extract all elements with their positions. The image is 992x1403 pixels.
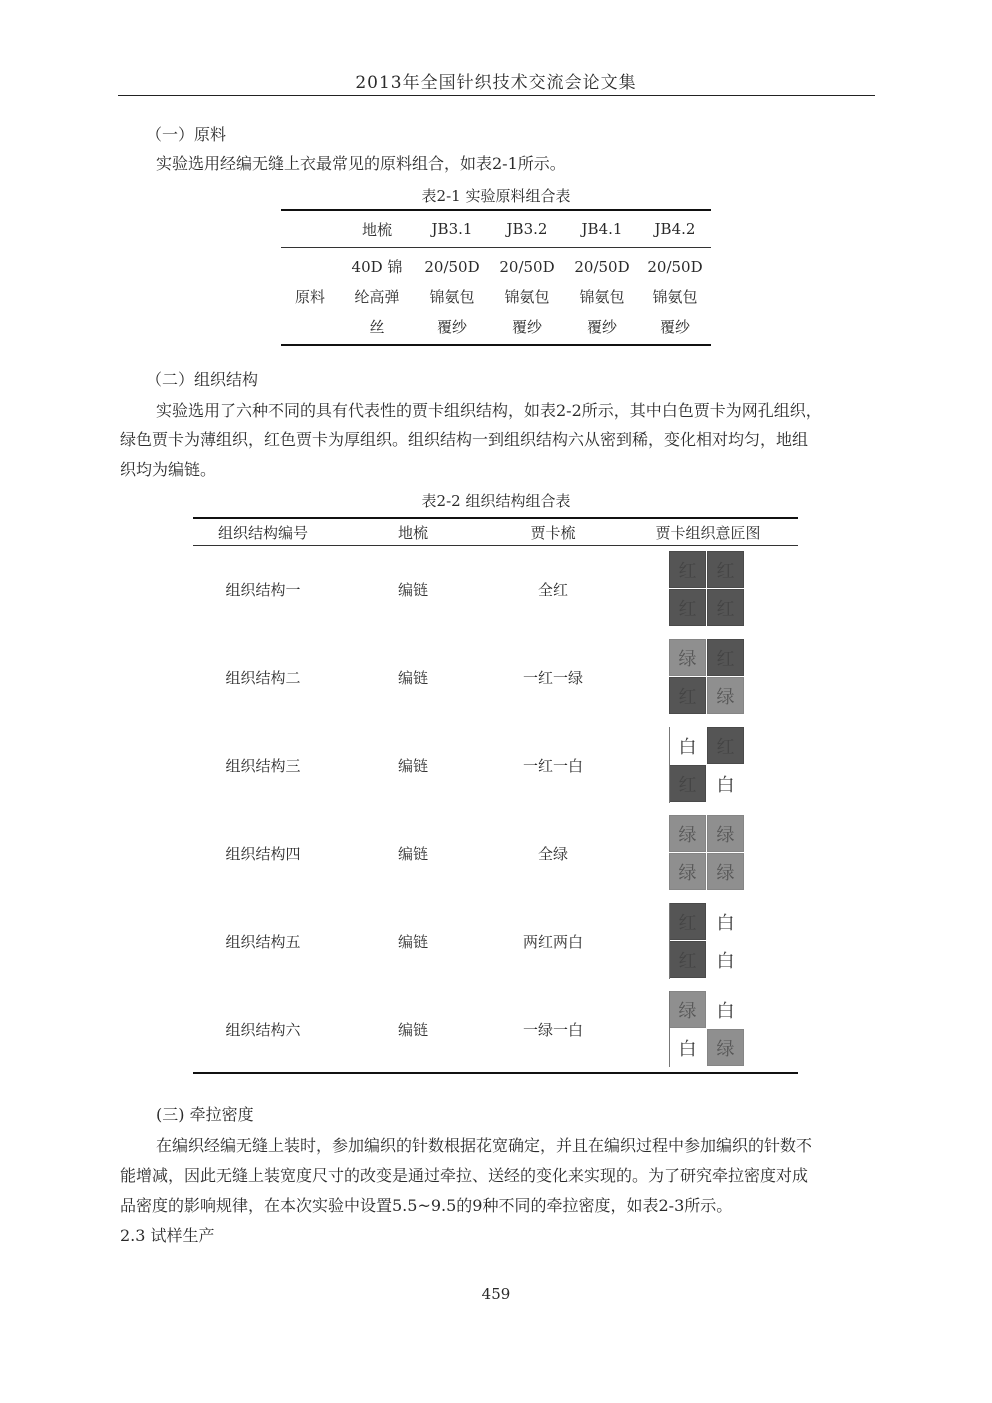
cell-line: 20/50D (424, 258, 480, 276)
structure-name: 组织结构五 (225, 933, 301, 951)
pattern-edge (669, 991, 670, 1067)
pattern-cell: 白 (669, 727, 706, 764)
structure-ground: 编链 (397, 845, 428, 863)
pattern-grid (669, 727, 745, 803)
section3-line: 能增减，因此无缝上装宽度尺寸的改变是通过牵拉、送经的变化来实现的。为了研究牵拉密度对成 (120, 1166, 809, 1185)
structure-jacquard: 全红 (537, 581, 568, 599)
cell-line: 覆纱 (511, 318, 542, 336)
structure-header-cell: 地梳 (397, 524, 428, 542)
pattern-grid (669, 551, 745, 627)
structure-jacquard: 一红一绿 (522, 669, 583, 687)
structure-name: 组织结构三 (225, 757, 301, 775)
cell-line: 锦氨包 (579, 288, 625, 306)
header-rule (118, 95, 875, 96)
pattern-cell: 红 (707, 639, 744, 676)
pattern-edge (669, 903, 670, 979)
structure-header-cell: 贾卡组织意匠图 (655, 524, 761, 542)
section4-heading: 2.3 试样生产 (120, 1226, 215, 1245)
structure-header-cell: 组织结构编号 (217, 524, 308, 542)
pattern-cell: 绿 (669, 815, 706, 852)
structure-ground: 编链 (397, 581, 428, 599)
pattern-edge (669, 727, 670, 803)
materials-header-cell: JB3.2 (489, 211, 565, 248)
structure-ground: 编链 (397, 669, 428, 687)
section2-line: 绿色贾卡为薄组织，红色贾卡为厚组织。组织结构一到组织结构六从密到稀，变化相对均匀，地组 (120, 430, 809, 449)
cell-line: 锦氨包 (652, 288, 698, 306)
section3-line: 品密度的影响规律，在本次实验中设置5.5~9.5的9种不同的牵拉密度，如表2-3所示。 (120, 1196, 733, 1215)
cell-line: 覆纱 (436, 318, 467, 336)
materials-row-label: 原料 (294, 288, 325, 306)
pattern-cell: 白 (707, 903, 744, 940)
structure-name: 组织结构一 (225, 581, 301, 599)
materials-row (281, 248, 711, 345)
structure-table (193, 517, 798, 1074)
page-number: 459 (481, 1285, 511, 1303)
materials-cell (565, 248, 639, 345)
cell-line: 锦氨包 (504, 288, 550, 306)
materials-header-cell: 地梳 (339, 211, 415, 248)
pattern-cell: 绿 (669, 853, 706, 890)
structure-header-row (193, 519, 798, 546)
cell-line: 20/50D (647, 258, 703, 276)
pattern-cell: 红 (669, 941, 706, 978)
pattern-grid (669, 639, 745, 715)
structure-jacquard: 两红两白 (522, 933, 583, 951)
materials-header-cell: JB4.2 (639, 211, 711, 248)
cell-line: 40D 锦 (351, 258, 403, 276)
pattern-grid (669, 991, 745, 1067)
pattern-cell: 绿 (707, 853, 744, 890)
structure-ground: 编链 (397, 757, 428, 775)
structure-header-cell: 贾卡梳 (530, 524, 576, 542)
pattern-grid (669, 815, 745, 891)
structure-name: 组织结构六 (225, 1021, 301, 1039)
cell-line: 丝 (369, 318, 385, 336)
pattern-cell: 绿 (707, 1029, 744, 1066)
section3-line: 在编织经编无缝上装时，参加编织的针数根据花宽确定，并且在编织过程中参加编织的针数不 (156, 1136, 813, 1155)
section1-text: 实验选用经编无缝上衣最常见的原料组合，如表2-1所示。 (156, 154, 566, 173)
pattern-cell: 白 (707, 991, 744, 1028)
pattern-cell: 红 (669, 677, 706, 714)
pattern-cell: 红 (707, 589, 744, 626)
cell-line: 纶高弹 (354, 288, 400, 306)
section1-heading: （一）原料 (146, 125, 227, 144)
structure-ground: 编链 (397, 1021, 428, 1039)
materials-cell (639, 248, 711, 345)
pattern-cell: 绿 (707, 815, 744, 852)
structure-name: 组织结构二 (225, 669, 301, 687)
materials-header-row (281, 211, 711, 248)
structure-name: 组织结构四 (225, 845, 301, 863)
pattern-cell: 绿 (707, 677, 744, 714)
materials-header-cell: JB4.1 (565, 211, 639, 248)
pattern-cell: 绿 (669, 639, 706, 676)
table2-caption: 表2-2 组织结构组合表 (421, 492, 571, 510)
cell-line: 锦氨包 (429, 288, 475, 306)
cell-line: 20/50D (574, 258, 630, 276)
pattern-cell: 红 (669, 765, 706, 802)
materials-cell (415, 248, 489, 345)
structure-jacquard: 一红一白 (522, 757, 583, 775)
section2-line: 织均为编链。 (120, 460, 217, 479)
pattern-cell: 白 (669, 1029, 706, 1066)
cell-line: 20/50D (499, 258, 555, 276)
materials-header-cell (281, 211, 339, 248)
section2-line: 实验选用了六种不同的具有代表性的贾卡组织结构，如表2-2所示，其中白色贾卡为网孔组织， (156, 401, 822, 420)
cell-line: 覆纱 (659, 318, 690, 336)
pattern-cell: 红 (707, 727, 744, 764)
materials-table (281, 209, 711, 346)
structure-jacquard: 一绿一白 (522, 1021, 583, 1039)
pattern-cell: 红 (669, 903, 706, 940)
section3-heading: (三) 牵拉密度 (156, 1105, 254, 1124)
pattern-cell: 红 (707, 551, 744, 588)
structure-jacquard: 全绿 (537, 845, 568, 863)
materials-header-cell: JB3.1 (415, 211, 489, 248)
table1-caption: 表2-1 实验原料组合表 (421, 187, 571, 205)
section2-heading: （二）组织结构 (146, 370, 259, 389)
pattern-cell: 白 (707, 765, 744, 802)
pattern-grid (669, 903, 745, 979)
materials-cell (489, 248, 565, 345)
pattern-cell: 白 (707, 941, 744, 978)
pattern-cell: 绿 (669, 991, 706, 1028)
running-header: 2013年全国针织技术交流会论文集 (355, 73, 637, 93)
structure-ground: 编链 (397, 933, 428, 951)
materials-cell (339, 248, 415, 345)
cell-line: 覆纱 (586, 318, 617, 336)
pattern-cell: 红 (669, 551, 706, 588)
pattern-cell: 红 (669, 589, 706, 626)
